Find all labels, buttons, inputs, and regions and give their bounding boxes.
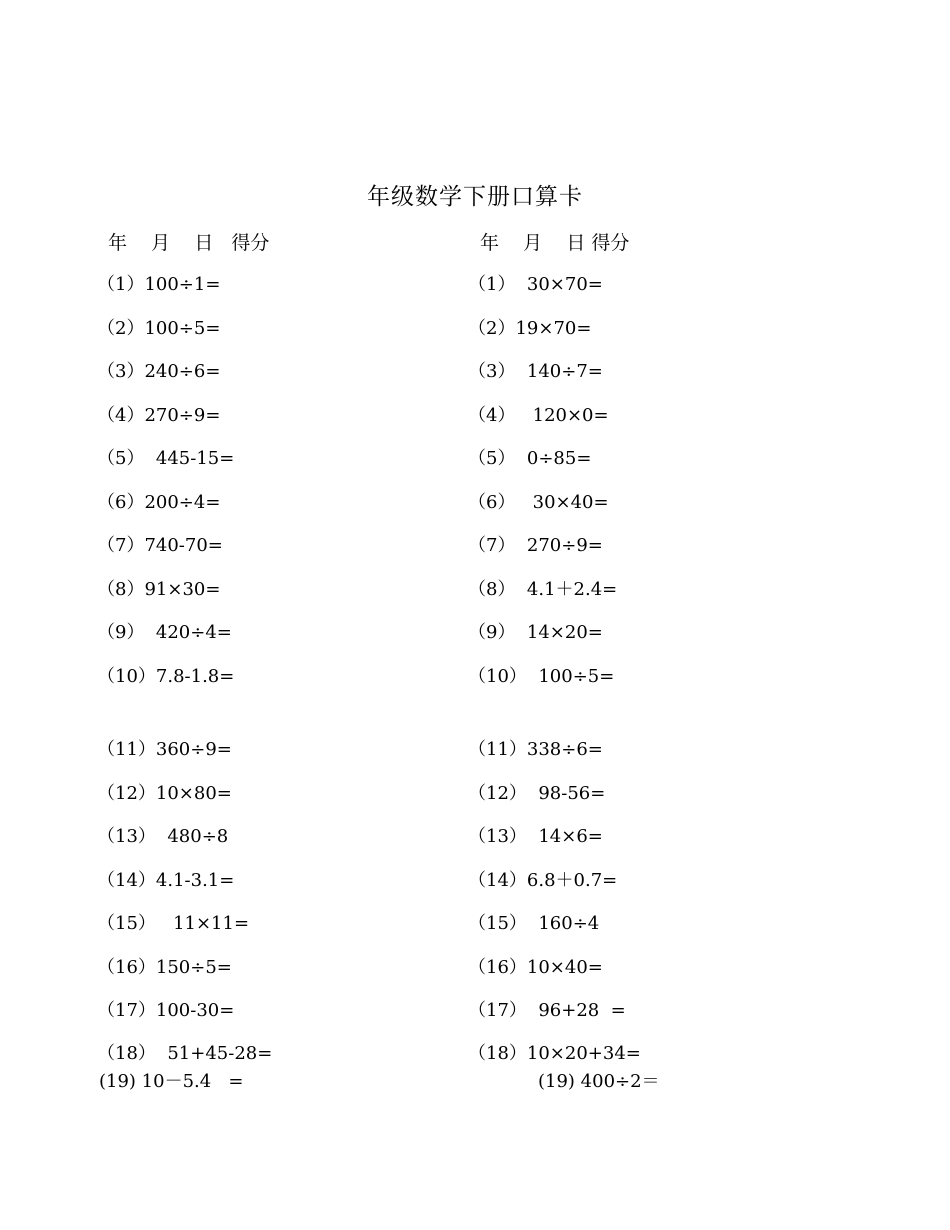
problem-item: （14）4.1-3.1= <box>97 869 235 891</box>
problem-column-right <box>468 272 641 1066</box>
problem-item: （17） 96+28 = <box>468 1000 626 1021</box>
problem-item: （14）6.8＋0.7= <box>468 869 618 891</box>
problem-column-left <box>97 272 272 1066</box>
problem-item: （3） 140÷7= <box>468 361 603 382</box>
problem-item: （15） 11×11= <box>97 913 250 934</box>
problem-item: （12） 98-56= <box>468 782 606 804</box>
problem-item: （16）10×40= <box>468 956 603 978</box>
problem-item: （17）100-30= <box>97 1000 235 1021</box>
section-gap <box>468 707 641 737</box>
problem-item: （13） 14×6= <box>468 826 603 847</box>
problem-item: （7） 270÷9= <box>468 535 603 556</box>
page-title: 年级数学下册口算卡 <box>367 184 583 210</box>
problem-item: （5） 0÷85= <box>468 448 592 469</box>
problem-item: （18） 51+45-28= <box>97 1042 273 1064</box>
problem-item: （8） 4.1＋2.4= <box>468 578 618 600</box>
problem-item: （1）100÷1= <box>97 274 221 295</box>
problem-item-19-right: (19) 400÷2＝ <box>538 1071 660 1092</box>
problem-item: （4）270÷9= <box>97 404 221 426</box>
problem-item: （4） 120×0= <box>468 404 609 426</box>
problem-item: （12）10×80= <box>97 782 232 804</box>
problem-item: （6）200÷4= <box>97 491 221 513</box>
problem-item: （15） 160÷4 <box>468 913 600 934</box>
problem-item: （1） 30×70= <box>468 274 603 295</box>
problem-item: （11）338÷6= <box>468 739 603 760</box>
problem-item: （3）240÷6= <box>97 361 221 382</box>
problem-item-19-left: (19) 10－5.4 = <box>99 1071 244 1092</box>
problem-item: （8）91×30= <box>97 578 221 600</box>
problem-item: （2）19×70= <box>468 317 592 339</box>
problem-item: （9） 420÷4= <box>97 622 232 643</box>
problem-item: （13） 480÷8 <box>97 826 229 847</box>
problem-item: （18）10×20+34= <box>468 1042 641 1064</box>
problem-item: （16）150÷5= <box>97 956 232 978</box>
date-score-header-right: 年 月 日 得分 <box>480 232 630 254</box>
problem-item: （5） 445-15= <box>97 448 235 469</box>
problem-item: （7）740-70= <box>97 535 223 556</box>
problem-item: （9） 14×20= <box>468 622 603 643</box>
problem-item: （11）360÷9= <box>97 739 232 760</box>
problem-item: （6） 30×40= <box>468 491 609 513</box>
date-score-header-left: 年 月 日 得分 <box>108 232 270 254</box>
problem-item: （10）7.8-1.8= <box>97 665 235 687</box>
problem-item: （2）100÷5= <box>97 317 221 339</box>
problem-item: （10） 100÷5= <box>468 665 615 687</box>
section-gap <box>97 707 272 737</box>
